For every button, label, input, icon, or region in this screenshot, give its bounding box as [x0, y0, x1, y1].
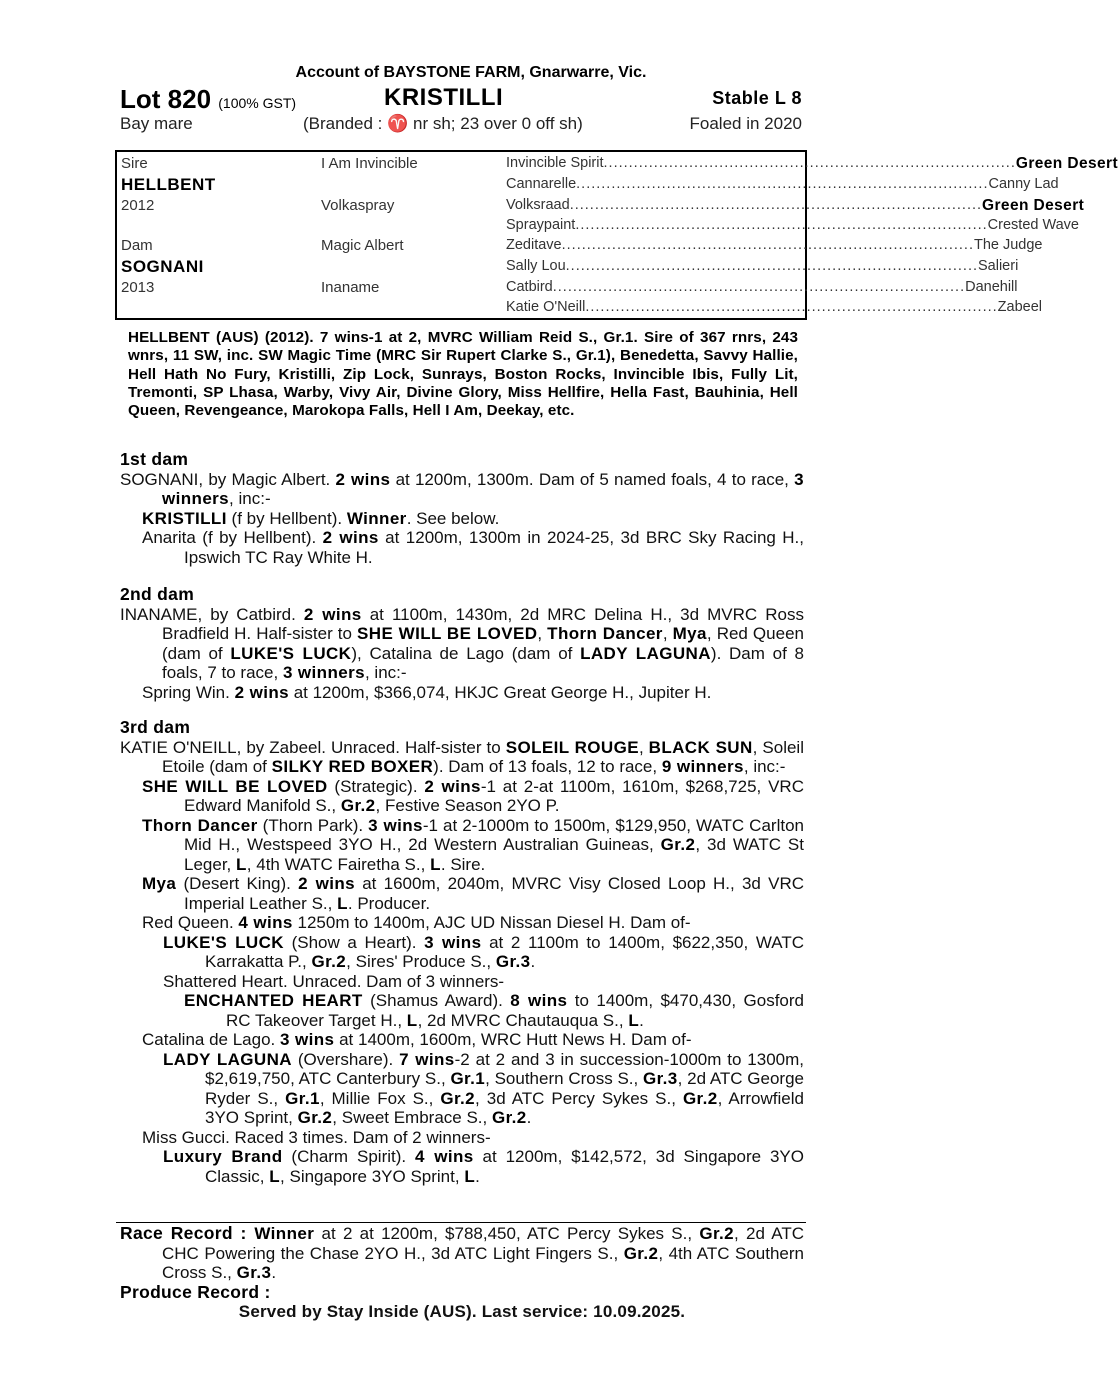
second-dam-heading: 2nd dam — [120, 584, 195, 604]
leader-dots: .................................................................................. — [552, 279, 966, 295]
text: Miss Gucci. Raced 3 times. Dam of 2 winners- — [142, 1127, 491, 1147]
sire-label: Sire — [121, 155, 148, 172]
gen3-row — [506, 176, 1059, 192]
text: , Arrowfield 3YO Sprint, — [205, 1088, 804, 1127]
text: L — [269, 1166, 281, 1186]
foal-entry — [120, 1030, 804, 1050]
served-note: Served by Stay Inside (AUS). Last service: 10.09.2025. — [238, 1302, 686, 1321]
text: 1250m to 1400m, AJC UD Nissan Diesel H. Dam of- — [292, 913, 691, 932]
text: Mya — [672, 624, 707, 643]
text: 3 winners — [162, 469, 804, 508]
vendor-line: Account of BAYSTONE FARM, Gnarwarre, Vic. — [295, 64, 647, 81]
text: 9 winners — [661, 757, 744, 776]
text: -1 at 2-1000m to 1500m, $129,950, WATC Carlton Mid H., Westspeed 3YO H., 2d Western Australian Guineas, — [184, 815, 804, 854]
text: Gr.1 — [285, 1088, 320, 1108]
text: , 2d ATC George Ryder S., — [205, 1069, 804, 1108]
gen3-name: Volksraad — [506, 197, 570, 213]
text: Gr.3 — [495, 952, 531, 971]
text: ENCHANTED HEART — [184, 991, 363, 1010]
text: , — [638, 737, 649, 757]
text: , 3d ATC Percy Sykes S., — [475, 1088, 683, 1108]
horse-name: KRISTILLI — [384, 84, 504, 111]
text: . Sire. — [440, 854, 486, 874]
lot-label: Lot 820 — [120, 84, 212, 114]
text: 7 wins — [399, 1049, 455, 1069]
gst-note: (100% GST) — [218, 95, 297, 111]
text: (Thorn Park). — [257, 815, 369, 835]
lot-number — [120, 84, 296, 115]
text: (Overshare). — [291, 1049, 400, 1069]
sub-row — [120, 114, 802, 138]
text: INANAME, by Catbird. — [120, 604, 304, 624]
foal-entry — [120, 528, 804, 567]
foal-entry — [120, 816, 804, 875]
text: (Desert King). — [176, 874, 299, 893]
foaled-year: Foaled in 2020 — [689, 114, 802, 133]
text: , inc:- — [229, 489, 271, 508]
text: , Soleil Etoile (dam of — [162, 737, 804, 776]
text: , inc:- — [743, 757, 786, 776]
text: Gr.2 — [660, 835, 696, 854]
text: Gr.2 — [699, 1224, 735, 1243]
text: L — [430, 854, 441, 874]
text: Mya — [142, 874, 177, 893]
text: to 1400m, $470,430, Gosford RC Takeover Target H., — [226, 991, 804, 1030]
text: SILKY RED BOXER — [271, 757, 434, 776]
text: at 1200m, 1300m in 2024-25, 3d BRC Sky Racing H., Ipswich TC Ray White H. — [184, 528, 804, 567]
text: Catalina de Lago. — [142, 1030, 280, 1049]
text: . — [639, 1010, 644, 1030]
first-dam-entry — [120, 470, 804, 509]
text: , Red Queen (dam of — [162, 624, 804, 663]
foal-entry — [120, 933, 804, 972]
text: Gr.1 — [450, 1069, 486, 1088]
gen3-sire: Green Desert — [1015, 155, 1118, 172]
text: 2 wins — [424, 776, 481, 796]
gen3-name: Sally Lou — [506, 258, 566, 274]
text: SOGNANI, by Magic Albert. — [120, 469, 336, 489]
foal-entry — [120, 777, 804, 816]
text: L — [337, 893, 348, 913]
text: Gr.2 — [297, 1108, 333, 1127]
race-record — [120, 1224, 804, 1283]
text: KATIE O'NEILL, by Zabeel. Unraced. Half-sister to — [120, 737, 506, 757]
records-section — [120, 1224, 804, 1322]
leader-dots: .................................................................................. — [576, 176, 989, 192]
text: at 1600m, 2040m, MVRC Visy Closed Loop H., 3d VRC Imperial Leather S., — [184, 874, 805, 913]
text: Shattered Heart. Unraced. Dam of 3 winners- — [163, 971, 505, 991]
sire-dam: Volkaspray — [321, 197, 395, 214]
foal-entry — [120, 1128, 804, 1148]
title-row — [120, 84, 802, 114]
text: Spring Win. — [142, 682, 235, 702]
text: -1 at 2-at 1100m, 1610m, $268,725, VRC Edward Manifold S., — [184, 776, 804, 815]
text: 3 wins — [368, 815, 423, 835]
third-dam-section — [120, 718, 804, 1186]
second-dam-entry — [120, 605, 804, 683]
dam-year: 2013 — [121, 279, 155, 296]
text: ). Dam of 8 foals, 7 to race, — [162, 643, 804, 682]
gen3-row — [506, 237, 1043, 253]
leader-dots: .................................................................................. — [585, 299, 998, 315]
foal-entry — [120, 874, 804, 913]
gen3-sire: The Judge — [973, 237, 1043, 253]
text: Gr.2 — [623, 1243, 659, 1263]
first-dam-section — [120, 450, 804, 567]
gen3-sire: Salieri — [978, 258, 1019, 274]
text: , Sweet Embrace S., — [332, 1108, 492, 1127]
text: at 1200m, $366,074, HKJC Great George H., Jupiter H. — [288, 682, 712, 702]
foal-entry — [120, 913, 804, 933]
gen3-row — [506, 155, 1118, 173]
text: Red Queen. — [142, 913, 239, 932]
text: Thorn Dancer — [547, 624, 663, 643]
text: 2 wins — [303, 604, 362, 624]
gen3-sire: Danehill — [965, 279, 1018, 295]
produce-record-label: Produce Record : — [120, 1281, 271, 1302]
text: (Shamus Award). — [362, 991, 511, 1010]
first-dam-heading: 1st dam — [120, 449, 189, 469]
text: . See below. — [406, 508, 500, 528]
text: , — [662, 624, 673, 643]
text: LUKE'S LUCK — [163, 932, 284, 952]
text: . — [475, 1166, 480, 1186]
gen3-name: Katie O'Neill — [506, 299, 586, 315]
gen3-name: Spraypaint — [506, 217, 576, 233]
text: , 2d ATC CHC Powering the Chase 2YO H., 3d ATC Light Fingers S., — [162, 1224, 804, 1263]
text: LADY LAGUNA — [580, 643, 711, 663]
text: at 1200m, 1300m. Dam of 5 named foals, 4 to race, — [390, 469, 795, 489]
leader-dots: .................................................................................. — [603, 155, 1016, 171]
leader-dots: .................................................................................. — [569, 197, 983, 213]
text: Gr.3 — [642, 1069, 678, 1088]
sire-name: HELLBENT — [121, 175, 216, 194]
dam-sire: Magic Albert — [321, 237, 404, 254]
text: at 1400m, 1600m, WRC Hutt News H. Dam of- — [334, 1030, 692, 1049]
foal-entry — [120, 991, 804, 1030]
text: 3 wins — [424, 932, 482, 952]
gen3-name: Invincible Spirit — [506, 155, 604, 171]
third-dam-entry — [120, 738, 804, 777]
horse-sex: Bay mare — [120, 114, 193, 133]
text: , inc:- — [364, 663, 407, 682]
dam-dam: Inaname — [321, 279, 380, 296]
text: Gr.3 — [236, 1263, 272, 1282]
text: Anarita (f by Hellbent). — [142, 528, 323, 547]
text: at 2 at 1200m, $788,450, ATC Percy Sykes S., — [314, 1224, 700, 1243]
text: LUKE'S LUCK — [230, 643, 352, 663]
gen3-row — [506, 197, 1085, 215]
catalogue-page-header — [120, 64, 802, 138]
text: . Producer. — [347, 893, 431, 913]
text: Luxury Brand — [163, 1147, 283, 1166]
pedigree-table — [115, 150, 1118, 320]
text: BLACK SUN — [648, 737, 753, 757]
text: Winner — [254, 1224, 315, 1243]
text: (f by Hellbent). — [226, 508, 347, 528]
text: -2 at 2 and 3 in succession-1000m to 1300m, $2,619,750, ATC Canterbury S., — [205, 1049, 805, 1088]
text: , — [537, 624, 548, 643]
gen3-sire: Zabeel — [997, 299, 1043, 315]
text: Gr.2 — [440, 1088, 476, 1108]
text: 3 winners — [282, 663, 365, 682]
text: LADY LAGUNA — [163, 1049, 292, 1069]
gen3-row — [506, 279, 1018, 295]
text: L — [628, 1010, 640, 1030]
text: , 2d MVRC Chautauqua S., — [417, 1010, 629, 1030]
text: , 4th WATC Fairetha S., — [246, 854, 431, 874]
text: 2 wins — [322, 528, 379, 547]
third-dam-heading: 3rd dam — [120, 717, 191, 737]
leader-dots: .................................................................................. — [565, 258, 978, 274]
text: L — [464, 1166, 476, 1186]
text: KRISTILLI — [142, 508, 227, 528]
gen3-sire: Green Desert — [982, 197, 1085, 214]
text: , Millie Fox S., — [319, 1088, 441, 1108]
gen3-row — [506, 217, 1079, 233]
gen3-name: Zeditave — [506, 237, 562, 253]
text: Gr.2 — [340, 796, 376, 815]
brand-description: (Branded : ♈ nr sh; 23 over 0 off sh) — [303, 114, 583, 133]
text: L — [406, 1010, 418, 1030]
text: 4 wins — [415, 1147, 474, 1166]
second-dam-section — [120, 585, 804, 702]
gen3-row — [506, 299, 1043, 315]
text: SHE WILL BE LOVED — [142, 776, 328, 796]
text: Winner — [346, 508, 407, 528]
text: at 2 1100m to 1400m, $622,350, WATC Karrakatta P., — [205, 932, 804, 971]
sire-year: 2012 — [121, 197, 155, 214]
text: , 3d WATC St Leger, — [184, 835, 804, 874]
text: . — [271, 1263, 277, 1282]
dam-name: SOGNANI — [121, 257, 204, 276]
text: 8 wins — [510, 991, 568, 1010]
text: (Show a Heart). — [283, 932, 425, 952]
text: 2 wins — [298, 874, 355, 893]
text: (Charm Spirit). — [282, 1147, 416, 1166]
text: . — [526, 1108, 532, 1127]
text: , Sires' Produce S., — [346, 952, 496, 971]
foal-entry — [120, 1147, 804, 1186]
foal-entry — [120, 509, 804, 529]
stable-number: Stable L 8 — [712, 88, 802, 108]
text: Gr.2 — [311, 952, 347, 971]
text: SOLEIL ROUGE — [505, 737, 639, 757]
gen3-row — [506, 258, 1019, 274]
text: SHE WILL BE LOVED — [357, 624, 538, 643]
text: , 4th ATC Southern Cross S., — [162, 1243, 805, 1282]
text: , Singapore 3YO Sprint, — [280, 1166, 465, 1186]
leader-dots: .................................................................................. — [575, 217, 988, 233]
sire-summary: HELLBENT (AUS) (2012). 7 wins-1 at 2, MVRC William Reid S., Gr.1. Sire of 367 rnrs, 243 wnrs, 11 SW, inc. SW Magic Time (MRC Sir Rupert Clarke S., Gr.1), Benedetta, Savvy Hallie, Hell Hath No Fury, Kristilli, Zip Lock, Sunrays, Boston Rocks, Invincible Ibis, Fully Lit, Tremonti, SP Lhasa, Warby, Vivy Air, Divine Glory, Miss Hellfire, Hella Fast, Bauhinia, Hell Queen, Revengeance, Marokopa Falls, Hell I Am, Deekay, etc. — [128, 329, 798, 420]
text: at 1200m, $142,572, 3d Singapore 3YO Classic, — [205, 1147, 804, 1186]
text: 3 wins — [280, 1030, 335, 1049]
foal-entry — [120, 1050, 804, 1128]
text: Gr.2 — [682, 1088, 718, 1108]
text: 2 wins — [234, 682, 289, 702]
dam-label: Dam — [121, 237, 153, 254]
gen3-name: Cannarelle — [506, 176, 577, 192]
text: 4 wins — [238, 913, 293, 932]
text: Gr.2 — [491, 1108, 527, 1127]
leader-dots: .................................................................................. — [561, 237, 974, 253]
text: at 1100m, 1430m, 2d MRC Delina H., 3d MVRC Ross Bradfield H. Half-sister to — [162, 604, 805, 643]
gen3-name: Catbird — [506, 279, 553, 295]
gen3-sire: Crested Wave — [987, 217, 1079, 233]
foal-entry — [120, 972, 804, 992]
text: 2 wins — [335, 469, 391, 489]
text: Thorn Dancer — [142, 815, 258, 835]
text: , Southern Cross S., — [485, 1069, 643, 1088]
text: . — [530, 952, 536, 971]
gen3-sire: Canny Lad — [988, 176, 1059, 192]
text: ), Catalina de Lago (dam of — [351, 643, 581, 663]
text: (Strategic). — [327, 776, 425, 796]
sire-sire: I Am Invincible — [321, 155, 418, 172]
race-record-label: Race Record : — [120, 1223, 255, 1243]
text: L — [236, 854, 247, 874]
foal-entry — [120, 683, 804, 703]
text: , Festive Season 2YO P. — [375, 796, 560, 815]
text: ). Dam of 13 foals, 12 to race, — [433, 757, 662, 776]
